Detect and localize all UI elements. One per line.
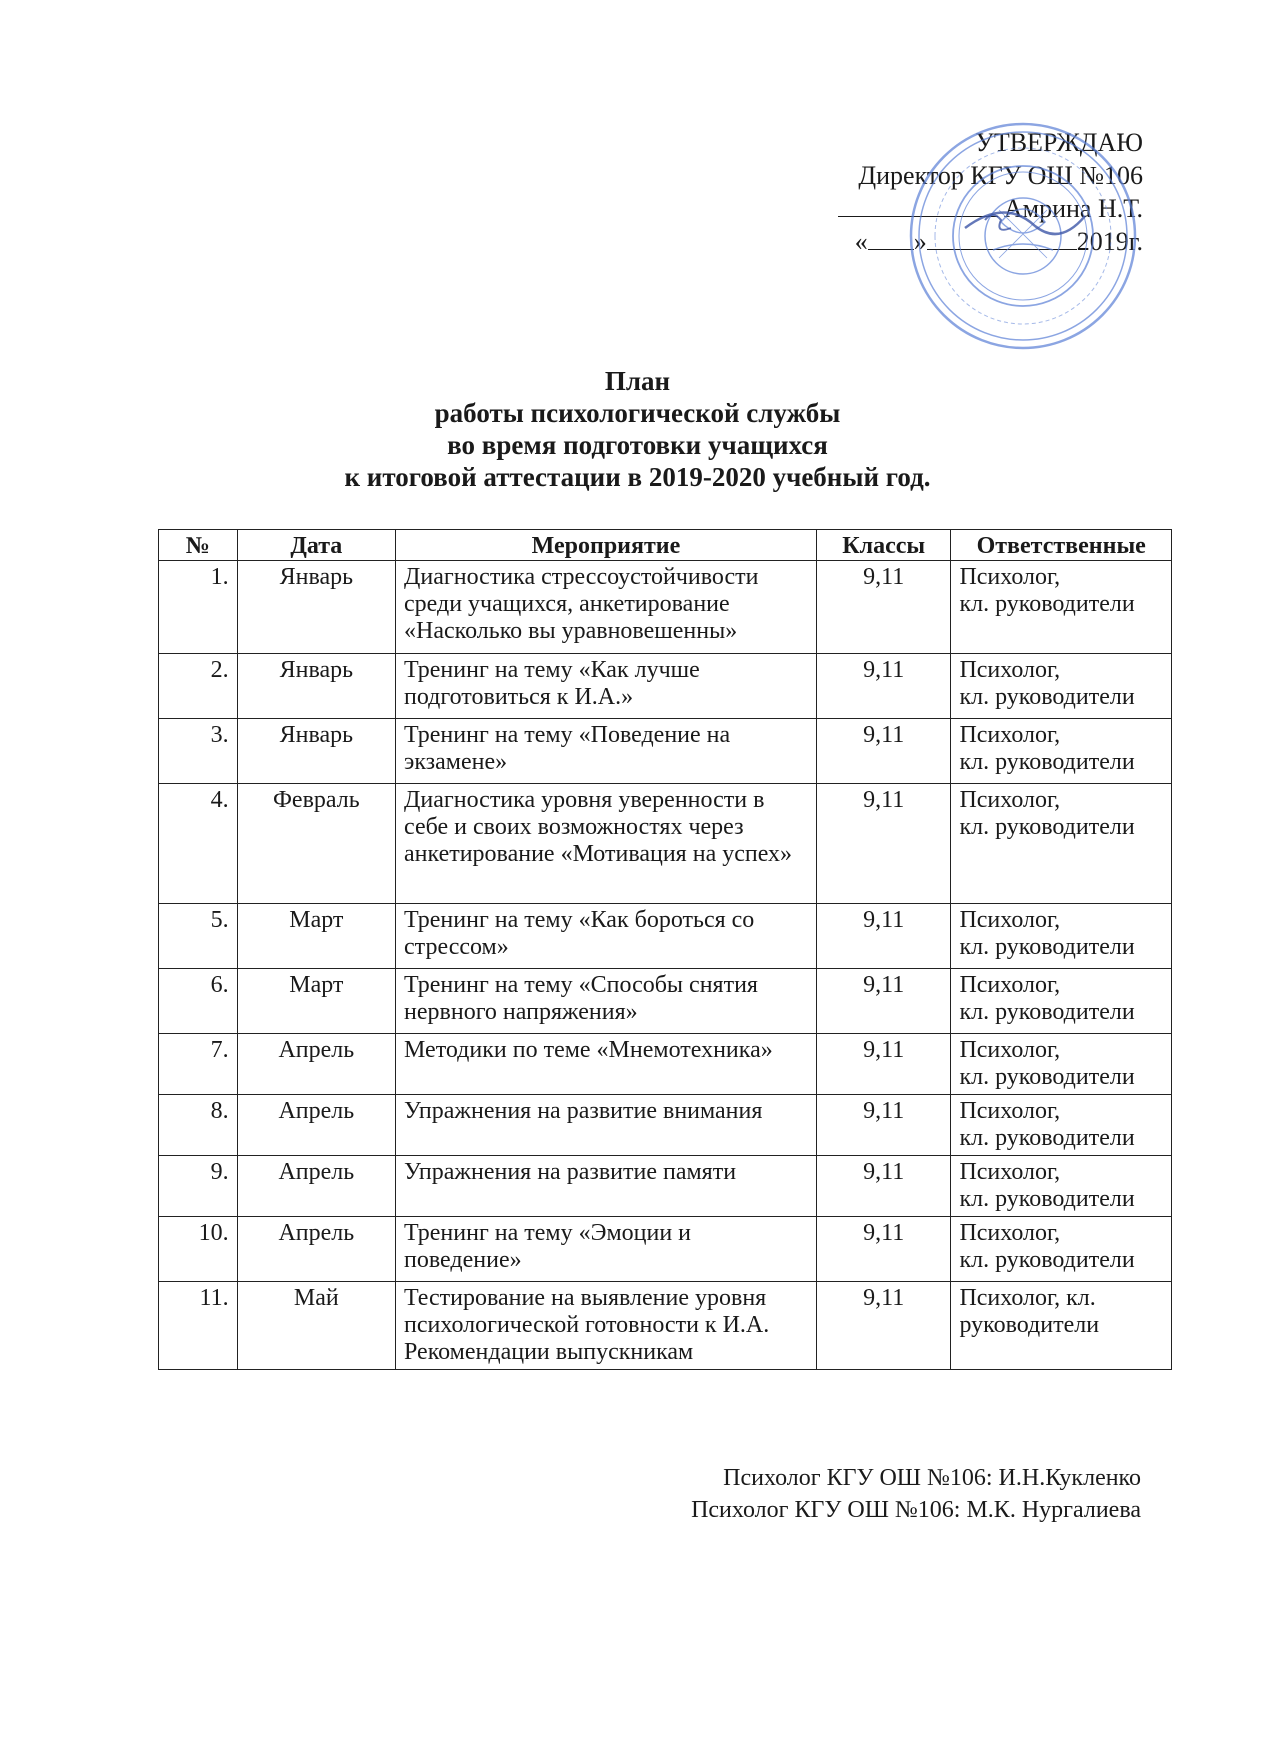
- row-number: 7.: [159, 1034, 238, 1095]
- row-responsible: Психолог, кл. руководители: [951, 654, 1172, 719]
- row-classes: 9,11: [816, 1095, 951, 1156]
- plan-table: [158, 529, 1172, 1370]
- table-row: [159, 1282, 1172, 1370]
- table-row: [159, 784, 1172, 904]
- row-number: 5.: [159, 904, 238, 969]
- table-row: [159, 1217, 1172, 1282]
- table-row: [159, 654, 1172, 719]
- table-row: [159, 904, 1172, 969]
- row-responsible: Психолог, кл. руководители: [951, 1034, 1172, 1095]
- approval-name: Амрина Н.Т.: [1003, 194, 1143, 223]
- title-line-4: к итоговой аттестации в 2019-2020 учебный год.: [344, 462, 931, 492]
- header-responsible: Ответственные: [951, 530, 1172, 561]
- row-classes: 9,11: [816, 969, 951, 1034]
- row-responsible: Психолог, кл. руководители: [951, 1095, 1172, 1156]
- row-event: Тренинг на тему «Эмоции и поведение»: [396, 1217, 817, 1282]
- row-number: 2.: [159, 654, 238, 719]
- row-classes: 9,11: [816, 719, 951, 784]
- row-classes: 9,11: [816, 654, 951, 719]
- row-responsible: Психолог, кл. руководители: [951, 969, 1172, 1034]
- row-number: 6.: [159, 969, 238, 1034]
- title-line-3: во время подготовки учащихся: [447, 430, 828, 460]
- row-number: 3.: [159, 719, 238, 784]
- header-event: Мероприятие: [396, 530, 817, 561]
- row-date: Март: [237, 904, 395, 969]
- row-event: Упражнения на развитие внимания: [396, 1095, 817, 1156]
- row-number: 4.: [159, 784, 238, 904]
- row-classes: 9,11: [816, 904, 951, 969]
- row-event: Тестирование на выявление уровня психологической готовности к И.А. Рекомендации выпускникам: [396, 1282, 817, 1370]
- header-number: №: [159, 530, 238, 561]
- header-classes: Классы: [816, 530, 951, 561]
- table-header-row: [159, 530, 1172, 561]
- approval-date: « » 2019г.: [854, 227, 1143, 256]
- row-classes: 9,11: [816, 1282, 951, 1370]
- table-body: [159, 561, 1172, 1370]
- row-event: Диагностика стрессоустойчивости среди учащихся, анкетирование «Насколько вы уравновешенны»: [396, 561, 817, 654]
- row-responsible: Психолог, кл. руководители: [951, 784, 1172, 904]
- row-number: 10.: [159, 1217, 238, 1282]
- row-event: Тренинг на тему «Способы снятия нервного напряжения»: [396, 969, 817, 1034]
- title-line-1: План: [604, 366, 671, 396]
- approval-signature-line: [838, 192, 1143, 225]
- row-number: 8.: [159, 1095, 238, 1156]
- table-row: [159, 719, 1172, 784]
- footer-signatures: [691, 1462, 1141, 1526]
- row-responsible: Психолог, кл. руководители: [951, 561, 1172, 654]
- row-responsible: Психолог, кл. руководители: [951, 904, 1172, 969]
- row-classes: 9,11: [816, 1217, 951, 1282]
- row-number: 11.: [159, 1282, 238, 1370]
- row-classes: 9,11: [816, 561, 951, 654]
- row-classes: 9,11: [816, 1156, 951, 1217]
- row-responsible: Психолог, кл. руководители: [951, 1217, 1172, 1282]
- table-row: [159, 1034, 1172, 1095]
- approval-position: Директор КГУ ОШ №106: [858, 161, 1143, 190]
- row-responsible: Психолог, кл. руководители: [951, 719, 1172, 784]
- document-title: [0, 365, 1275, 493]
- table-row: [159, 1156, 1172, 1217]
- approval-heading: УТВЕРЖДАЮ: [975, 128, 1143, 157]
- row-event: Тренинг на тему «Как лучше подготовиться к И.А.»: [396, 654, 817, 719]
- row-date: Январь: [237, 719, 395, 784]
- table-row: [159, 561, 1172, 654]
- row-event: Диагностика уровня уверенности в себе и своих возможностях через анкетирование «Мотивация на успех»: [396, 784, 817, 904]
- table-row: [159, 1095, 1172, 1156]
- approval-year: 2019г.: [1076, 227, 1143, 256]
- row-date: Январь: [237, 561, 395, 654]
- table-row: [159, 969, 1172, 1034]
- footer-line-2: Психолог КГУ ОШ №106: М.К. Нургалиева: [691, 1497, 1141, 1523]
- row-classes: 9,11: [816, 784, 951, 904]
- row-event: Методики по теме «Мнемотехника»: [396, 1034, 817, 1095]
- row-number: 1.: [159, 561, 238, 654]
- header-date: Дата: [237, 530, 395, 561]
- title-line-2: работы психологической службы: [434, 398, 841, 428]
- row-date: Март: [237, 969, 395, 1034]
- approval-block: [838, 126, 1143, 258]
- row-date: Февраль: [237, 784, 395, 904]
- row-date: Январь: [237, 654, 395, 719]
- row-number: 9.: [159, 1156, 238, 1217]
- row-date: Апрель: [237, 1217, 395, 1282]
- row-responsible: Психолог, кл. руководители: [951, 1282, 1172, 1370]
- row-date: Апрель: [237, 1034, 395, 1095]
- row-event: Тренинг на тему «Как бороться со стрессом»: [396, 904, 817, 969]
- row-classes: 9,11: [816, 1034, 951, 1095]
- row-event: Тренинг на тему «Поведение на экзамене»: [396, 719, 817, 784]
- row-date: Апрель: [237, 1156, 395, 1217]
- footer-line-1: Психолог КГУ ОШ №106: И.Н.Кукленко: [723, 1465, 1141, 1491]
- row-date: Апрель: [237, 1095, 395, 1156]
- row-event: Упражнения на развитие памяти: [396, 1156, 817, 1217]
- row-date: Май: [237, 1282, 395, 1370]
- row-responsible: Психолог, кл. руководители: [951, 1156, 1172, 1217]
